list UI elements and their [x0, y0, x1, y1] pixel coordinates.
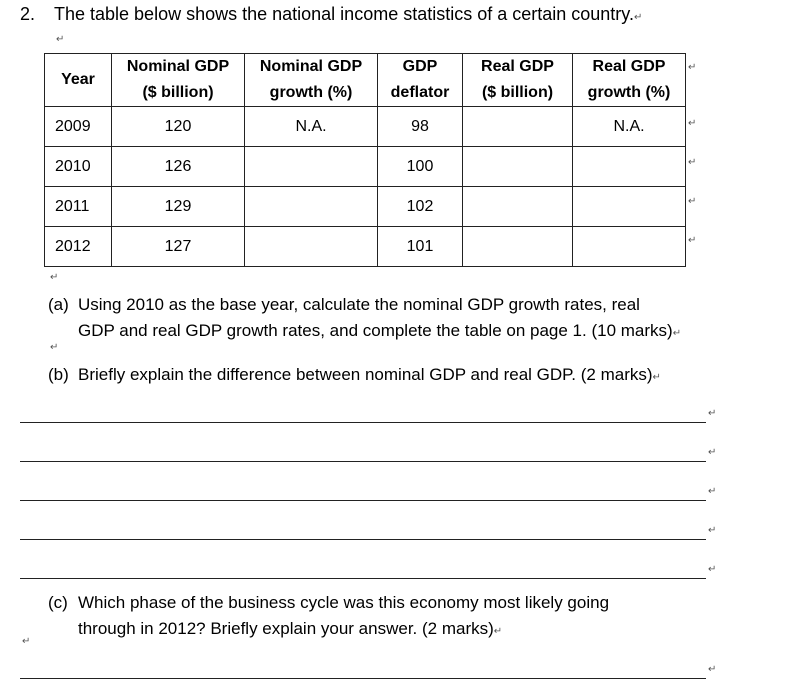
row-end-mark: ↵	[688, 235, 697, 246]
part-c-line2: through in 2012? Briefly explain your answer. (2 marks)	[78, 619, 494, 638]
table-row	[45, 107, 686, 147]
header-nominal-gdp-growth	[245, 54, 378, 107]
paragraph-mark: ↵	[50, 342, 59, 353]
paragraph-mark: ↵	[672, 328, 682, 339]
header-text: ($ billion)	[142, 84, 214, 101]
cell-gdp-deflator: 101	[378, 227, 463, 267]
header-nominal-gdp	[112, 54, 245, 107]
part-b	[48, 362, 661, 391]
paragraph-mark: ↵	[708, 525, 717, 536]
header-text: Real GDP	[592, 58, 666, 75]
paragraph-mark: ↵	[708, 664, 717, 675]
cell-real-gdp-growth[interactable]	[573, 227, 686, 267]
part-a	[48, 292, 681, 347]
header-text: growth (%)	[269, 84, 353, 101]
part-c-line1: Which phase of the business cycle was this economy most likely going	[78, 593, 610, 612]
header-gdp-deflator	[378, 54, 463, 107]
cell-nominal-gdp-growth[interactable]	[245, 147, 378, 187]
paragraph-mark: ↵	[652, 372, 661, 383]
table-row	[45, 227, 686, 267]
question-heading	[20, 4, 642, 25]
paragraph-mark: ↵	[493, 626, 503, 637]
cell-gdp-deflator: 98	[378, 107, 463, 147]
answer-line[interactable]	[20, 678, 706, 679]
answer-line[interactable]	[20, 578, 706, 579]
answer-line[interactable]	[20, 500, 706, 501]
cell-nominal-gdp-growth: N.A.	[245, 107, 378, 147]
cell-nominal-gdp: 126	[112, 147, 245, 187]
header-text: Nominal GDP	[126, 58, 230, 75]
cell-gdp-deflator: 100	[378, 147, 463, 187]
cell-year: 2012	[45, 227, 112, 267]
header-text: GDP	[402, 58, 438, 75]
paragraph-mark: ↵	[708, 408, 717, 419]
header-text: growth (%)	[587, 84, 671, 101]
cell-nominal-gdp-growth[interactable]	[245, 187, 378, 227]
paragraph-mark: ↵	[50, 272, 59, 283]
header-text: deflator	[390, 84, 450, 101]
header-text: ($ billion)	[481, 84, 554, 101]
question-number: 2.	[20, 4, 36, 24]
cell-nominal-gdp: 120	[112, 107, 245, 147]
question-intro: The table below shows the national income statistics of a certain country.	[54, 4, 634, 24]
header-year	[45, 54, 112, 107]
cell-year: 2010	[45, 147, 112, 187]
header-real-gdp-growth	[573, 54, 686, 107]
cell-real-gdp-growth[interactable]	[573, 187, 686, 227]
paragraph-mark: ↵	[708, 447, 717, 458]
row-end-mark: ↵	[688, 196, 697, 207]
cell-real-gdp-growth[interactable]	[573, 147, 686, 187]
answer-line[interactable]	[20, 461, 706, 462]
cell-gdp-deflator: 102	[378, 187, 463, 227]
table-row	[45, 147, 686, 187]
part-c-label: (c)	[48, 593, 68, 612]
row-end-mark: ↵	[688, 118, 697, 129]
part-a-label: (a)	[48, 295, 69, 314]
paragraph-mark: ↵	[708, 486, 717, 497]
answer-line[interactable]	[20, 539, 706, 540]
cell-nominal-gdp: 127	[112, 227, 245, 267]
header-real-gdp	[463, 54, 573, 107]
table-row	[45, 187, 686, 227]
header-text: Year	[61, 71, 95, 88]
cell-year: 2011	[45, 187, 112, 227]
cell-real-gdp[interactable]	[463, 147, 573, 187]
paragraph-mark: ↵	[22, 636, 31, 647]
table-header-row	[45, 54, 686, 107]
cell-real-gdp[interactable]	[463, 187, 573, 227]
cell-real-gdp[interactable]	[463, 227, 573, 267]
part-b-label: (b)	[48, 365, 69, 384]
cell-year: 2009	[45, 107, 112, 147]
part-a-line1: Using 2010 as the base year, calculate the nominal GDP growth rates, real	[78, 295, 640, 314]
cell-real-gdp-growth: N.A.	[573, 107, 686, 147]
paragraph-mark: ↵	[633, 12, 643, 23]
header-text: Nominal GDP	[259, 58, 363, 75]
cell-real-gdp[interactable]	[463, 107, 573, 147]
header-text: Real GDP	[481, 58, 554, 75]
paragraph-mark: ↵	[708, 564, 717, 575]
part-c	[48, 590, 609, 645]
paragraph-mark: ↵	[56, 34, 65, 45]
row-end-mark: ↵	[688, 62, 697, 73]
national-income-table	[44, 53, 686, 267]
part-a-line2: GDP and real GDP growth rates, and complete the table on page 1. (10 marks)	[78, 321, 673, 340]
row-end-mark: ↵	[688, 157, 697, 168]
cell-nominal-gdp-growth[interactable]	[245, 227, 378, 267]
answer-line[interactable]	[20, 422, 706, 423]
part-b-text: Briefly explain the difference between nominal GDP and real GDP. (2 marks)	[78, 365, 653, 384]
cell-nominal-gdp: 129	[112, 187, 245, 227]
